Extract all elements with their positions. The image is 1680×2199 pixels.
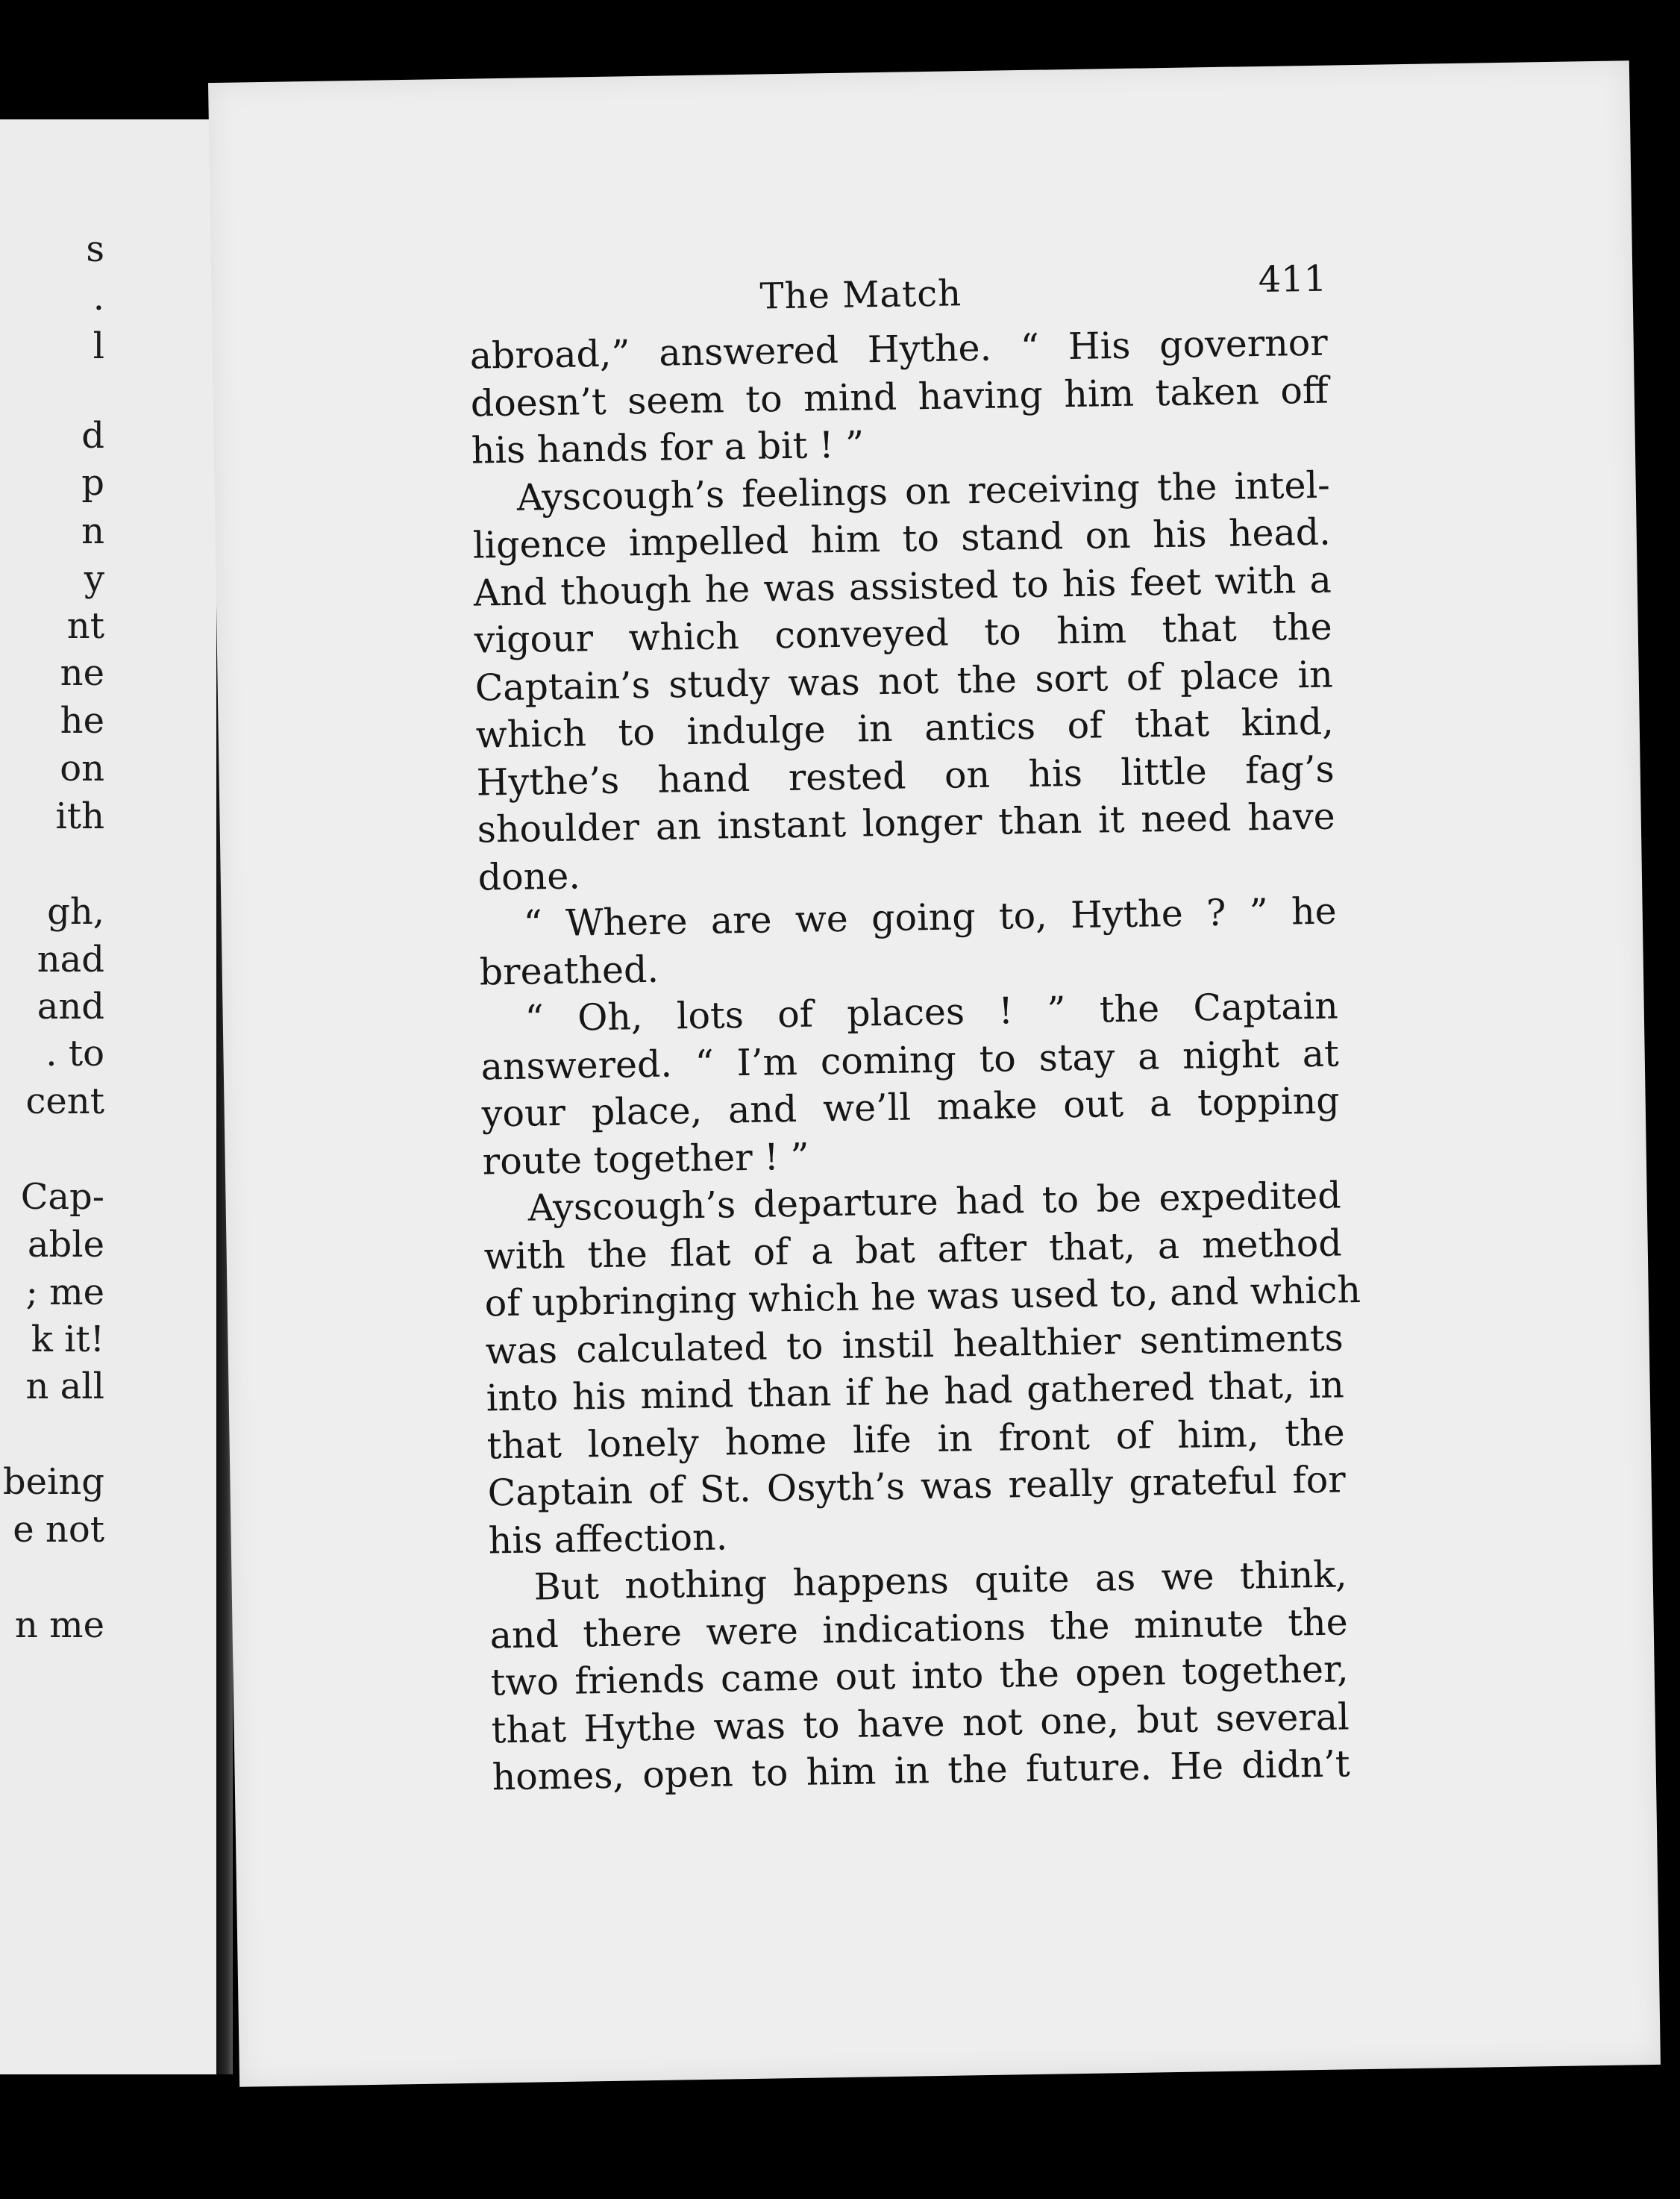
running-title: The Match bbox=[759, 272, 962, 318]
facing-page-fragment: . bbox=[93, 277, 104, 319]
body-line: and there were indications the minute the bbox=[489, 1600, 1349, 1657]
body-line: vigour which conveyed to him that the bbox=[474, 605, 1333, 662]
body-line: abroad,” answered Hythe. “ His governor bbox=[469, 321, 1329, 378]
body-line: his affection. bbox=[488, 1515, 728, 1562]
body-line: Hythe’s hand rested on his little fag’s bbox=[476, 748, 1335, 804]
body-line: of upbringing which he was used to, and which bbox=[484, 1269, 1361, 1325]
facing-page-fragment: s bbox=[86, 228, 104, 270]
body-line: which to indulge in antics of that kind, bbox=[475, 700, 1335, 757]
facing-page-fragment: gh, bbox=[47, 891, 104, 933]
facing-page-fragment: k it! bbox=[31, 1319, 104, 1360]
body-line: with the flat of a bat after that, a method bbox=[483, 1221, 1343, 1278]
body-line: that lonely home life in front of him, the bbox=[486, 1410, 1346, 1467]
facing-page-fragment: l bbox=[93, 325, 104, 367]
running-head bbox=[468, 252, 1327, 333]
facing-page-fragment: n me bbox=[14, 1604, 104, 1646]
facing-page-fragment: d bbox=[81, 415, 104, 457]
body-line: done. bbox=[477, 854, 581, 899]
facing-page-fragment: e not bbox=[13, 1509, 104, 1551]
body-line: Captain’s study was not the sort of place in bbox=[474, 653, 1334, 710]
body-line: Captain of St. Osyth’s was really grateful for bbox=[487, 1458, 1347, 1515]
body-line: breathed. bbox=[479, 948, 659, 994]
facing-page-fragment: y bbox=[84, 558, 104, 600]
body-line: was calculated to instil healthier sentiments bbox=[485, 1316, 1344, 1372]
facing-page-fragment: able bbox=[27, 1224, 104, 1266]
body-line: answered. “ I’m coming to stay a night at bbox=[480, 1031, 1340, 1089]
facing-page-fragment: and bbox=[37, 986, 104, 1027]
facing-page-fragment: nad bbox=[37, 939, 104, 980]
body-line: two friends came out into the open together, bbox=[490, 1648, 1350, 1704]
body-line: But nothing happens quite as we think, bbox=[533, 1553, 1348, 1609]
body-line: homes, open to him in the future. He didn’t bbox=[492, 1742, 1351, 1799]
facing-page-fragment: p bbox=[81, 462, 104, 504]
facing-page-fragment: ; me bbox=[25, 1271, 104, 1313]
body-line: And though he was assisted to his feet with a bbox=[473, 558, 1332, 615]
body-line: Ayscough’s feelings on receiving the intel- bbox=[516, 463, 1331, 519]
facing-page-fragment: . to bbox=[46, 1033, 104, 1075]
facing-page-fragment: ne bbox=[60, 652, 104, 694]
page-text-block bbox=[468, 252, 1361, 1801]
facing-page-fragment: nt bbox=[66, 605, 104, 647]
facing-page-fragment: cent bbox=[25, 1080, 104, 1122]
page-number: 411 bbox=[1258, 257, 1327, 301]
body-line: “ Where are we going to, Hythe ? ” he bbox=[523, 889, 1338, 945]
facing-page-fragment: ith bbox=[55, 795, 104, 837]
body-line: that Hythe was to have not one, but several bbox=[491, 1695, 1350, 1751]
body-line: your place, and we’ll make out a topping bbox=[481, 1079, 1341, 1136]
body-line: shoulder an instant longer than it need have bbox=[477, 795, 1336, 851]
body-line: his hands for a bit ! ” bbox=[471, 423, 865, 472]
facing-page-fragment: he bbox=[60, 700, 104, 742]
body-line: doesn’t seem to mind having him taken off bbox=[470, 369, 1329, 425]
facing-page bbox=[0, 119, 224, 2074]
facing-page-fragment: n all bbox=[25, 1366, 104, 1407]
facing-page-fragment: being bbox=[2, 1461, 104, 1503]
body-line: ligence impelled him to stand on his head. bbox=[472, 510, 1332, 567]
book-page bbox=[208, 60, 1661, 2087]
body-line: route together ! ” bbox=[482, 1135, 810, 1183]
facing-page-fragment: Cap- bbox=[20, 1176, 104, 1218]
body-line: Ayscough’s departure had to be expedited bbox=[527, 1174, 1342, 1230]
body-line: into his mind than if he had gathered that, in bbox=[486, 1363, 1345, 1420]
body-line: “ Oh, lots of places ! ” the Captain bbox=[524, 984, 1339, 1040]
facing-page-fragment: n bbox=[81, 510, 104, 552]
facing-page-fragment: on bbox=[60, 748, 104, 789]
